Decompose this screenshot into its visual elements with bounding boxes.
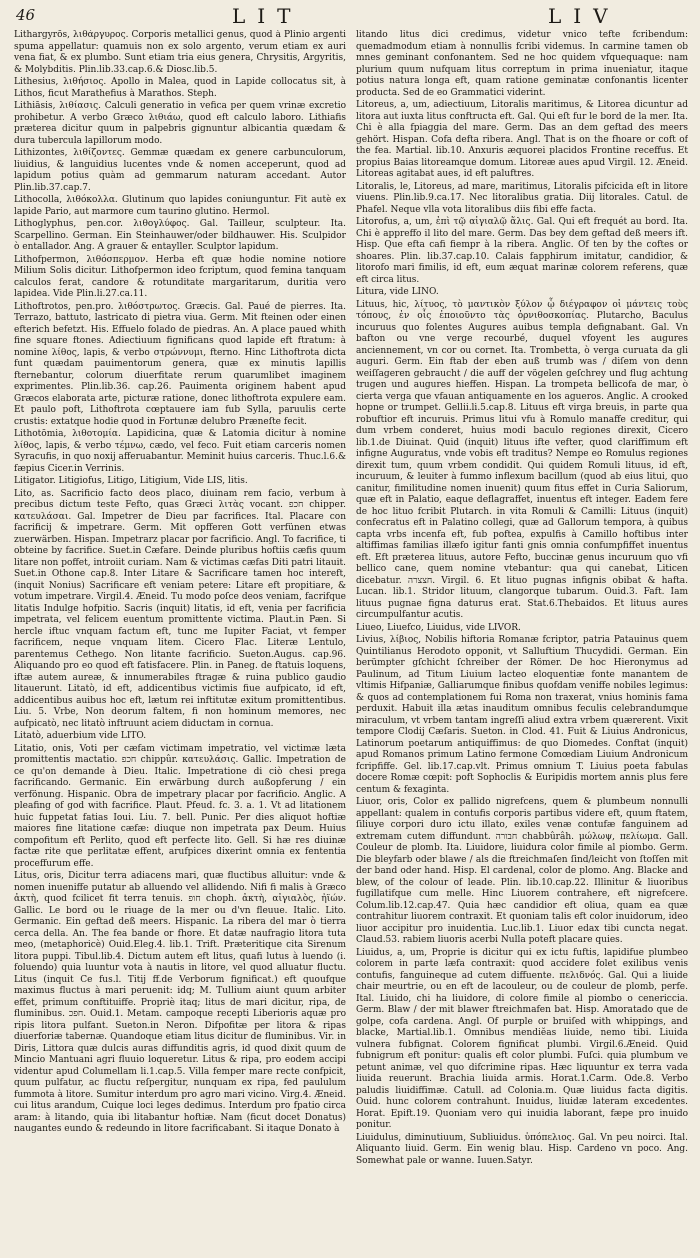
entry: Litigator. Litigiofus, Litigo, Litigium, Vide LIS, litis. <box>14 476 248 486</box>
entry: Lituus, hic, λίτυος, τὸ μαντικὸν ξύλον ᾧ διέγραφον οἱ μάντεις τοὺς τόπους, ἐν οἷς ἐποιοῦντο τὰς ὀρνιθοσκοπίας. Plutarcho, Baculus incuruus quo folentes Augures auibus templa defignabant. Gal. Vn bafton ou vne verge recourbé, duquel vfoyent les augures anciennement, vn cor ou cornet. Ita. Trombetta, ò verga curuata da gli auguri. Germ. Ein ftab der eben auß trumb was / diſem von denn weiſſageren gebraucht / die auff der vögelen geſchrey und flug achtung trugen und augures hieffen. Hispan. La trompeta bellicofa de mar, ò cierta verga que vfauan antiquamente en los agueros. Anglic. A crooked hopne or trumpet. Gellii.li.5.cap.8. Lituus eft virga breuis, in parte qua robuftior eft incuruis. Primus litui vfu à Romulo manaffe creditur, qui dum vrbem conderet, huius modi baculo regiones direxit, Cicero lib.1.de Diuinat. Quid (inquit) lituus ifte vefter, quod clariffimum eft infigne Auguratus, vnde vobis eft traditus? Nempe eo Romulus regiones direxit tum, quum vrbem condidit. Qui quidem Romuli lituus, id eft, incuruum, & leuiter à fummo inflexum bacillum (quod ab eius litui, quo canitur, fimilitudine nomen inuenit) quum fitus effet in Curia Saliorum, quæ eft in Palatio, eaque deflagraffet, inuentus eft integer. Eadem fere de hoc lituo fcribit Plutarch. in vita Romuli & Camilli: Lituus (inquit) confecratus eft in Palatino collegi, quæ ad Gallorum tempora, à quibus capta vrbs incenfa eft, fub poftea, expulfis à Camillo hoftibus inter altiffimas familias illæfo igitur fanti gnis omnia confumpfiffet inuentus eft. Eft præterea lituus, autore Fefto, buccinæ genus incuruum quo vfi bellico cane, quem nomine vtebantur: qua qui canebat, Liticen dicebatur. חצצרה. Virgil. 6. Et lituo pugnas infignis obibat & hafta. Lucan. lib.1. Stridor lituum, clangorque tubarum. Ouid.3. Faft. Iam lituus pugnae figna daturus erat. Stat.6.Thebaidos. Et lituus aures circumpulfantur acutis. <box>356 299 688 620</box>
entry: Lithofpermon, λιθόσπερμον. Herba eft quæ hodie nomine notiore Milium Solis dicitur. Lithofpermon ideo fcriptum, quod femina tanquam calculos ferat, candore & rotunditate margaritarum, duritia vero lapidea. Vide Plin.li.27.ca.11. <box>14 254 346 299</box>
entry: Lithesius, λιθήσιος. Apollo in Malea, quod in Lapide collocatus sit, à Lithos, ficut Marathefius à Marathos. Steph. <box>14 77 346 99</box>
entry: Livius, λίβιος, Nobilis hiftoria Romanæ fcriptor, patria Patauinus quem Quintilianus Herodoto opponit, vt Salluftium Thucydidi. German. Ein berümpter gſchicht ſchreiber der Römer. De hoc Hieronymus ad Paulinum, ad Titum Liuium lacteo eloquentiæ fonte manantem de vltimis Hifpaniæ, Galliarumque finibus quofdam veniffe nobiles legimus: & quos ad contemplationem fui Roma non traxerat, vnius hominis fama perduxit. Habuit illa ætas inauditum omnibus feculis celebrandumque miraculum, vt vrbem tantam ingreſſi aliud extra vrbem quærerent. Vixit tempore Clodij Cæſaris. Sueton. in Clod. 41. Fuit & Liuius Andronicus, Latinorum poetarum antiquiffimus: de quo Diomedes. Conftat (inquit) apud Romanos primum Latino fermone Comœdiam Liuium Andronicum fcripfiffe. Gel. lib.17.cap.vlt. Primus omnium T. Liuius poeta fabulas docere Romæ cœpit: poft Sophoclis & Euripidis mortem annis plus fere centum & fexaginta. <box>356 635 688 795</box>
entry: Lithiāsis, λιθίασις. Calculi generatio in vefica per quem vrinæ excretio prohibetur. A verbo Græco λιθιάω, quod eft calculo laboro. Lithiafis præterea dicitur quum in palpebris gignuntur albicantia quædam & dura tubercula lapillorum modo. <box>14 101 346 146</box>
entry: Liuor, oris, Color ex pallido nigrefcens, quem & plumbeum nonnulli appellant: qualem in contufis corporis partibus videre eft, quum ftatem, ſiliuye corpori duro ictu illato, exiles venæ contufæ fanguinem ad extremam cutem diffundunt. חבורה chabbûrâh. μώλωψ, πελίωμα. Gall. Couleur de plomb. Ita. Liuidore, liuidura color fimile al piombo. Germ. Die bleyfarb oder blawe / als die ftreichmaſen ſind/leicht von ſtoſſen mit der band oder hand. Hisp. El cardenal, color de plomo. Ang. Blacke and blew, of the colour of leade. Plin. lib.10.cap.22. Illinitur & liuoribus fugillatifque cum melle. Hinc Liuorem contrahere, eft nigrefcere. Colum.lib.12.cap.47. Quia hæc candidior eft oliua, quam ea quæ contrahitur liuorem contraxit. Et quoniam talis eft color inuidorum, ideo liuor accipitur pro inuidentia. Luc.lib.1. Liuor edax tibi cuncta negat. Claud.53. rabiem liuoris acerbi Nulla poteft placare quies. <box>356 797 688 945</box>
entry: Lithoglyphus, pen.cor. λιθογλύφος. Gal. Tailleur, sculpteur. Ita. Scarpellino. German. Ein Steinhauwer/oder bildhauwer. His. Sculpidor ò entallador. Ang. A grauer & entayller. Sculptor lapidum. <box>14 219 346 252</box>
entry: Litatio, onis, Voti per cæfam victimam impetratio, vel victimæ læta promittentis mactatio. חכפ chippûr. κατευλάσις. Gallic. Impetration de ce qu'on demande à Dieu. Italic. Impetratione di ciò chesi prega facrificando. Germanic. Ein erwärbung durch außopferung / ein verfönung. Hispanic. Obra de impetrary placar por facrificio. Anglic. A pleafing of god with facrifice. Plaut. Pfeud. fc. 3. a. 1. Vt ad litationem huic fuppetat fatias Ioui. Liu. 7. bell. Punic. Per dies aliquot hoftiæ maiores fine litatione cæfæ: diuque non impetrata pax Deum. Huius compofitum eft Perlito, quod eft perfecte lito. Gell. Si hæ res diuinæ factæ rite que perlitatæ effent, arufpices dixerint omnia ex fententia proceffurum effe. <box>14 743 346 869</box>
entry: Lithizontes, λιθίζοντες. Gemmæ quædam ex genere carbunculorum, liuidius, & languidius lucentes vnde & nomen acceperunt, quod ad lapidum potius quàm ad gemmarum naturam accedant. Autor Plin.lib.37.cap.7. <box>14 148 346 193</box>
entry: Liueo, Liuefco, Liuidus, vide LIVOR. <box>356 622 521 633</box>
entry: Litoralis, le, Litoreus, ad mare, maritimus, Litoralis pifcicida eſt in litore viuens. Plin.lib.9.ca.17. Nec litoralibus gratia. Diij litorales. Catul. de Phafel. Neque vlla vota litoralibus diis fibi effe facta. <box>356 181 688 215</box>
entry: Lito, as. Sacrificio facto deos placo, diuinam rem facio, verbum à precibus dictum teste Fefto, quas Græci λιτὰς vocant. חכפ chipper. κατευλάσαι. Gal. Impetrer de Dieu par facrifices. Ital. Placare con facrificij & impetrare. Germ. Mit opfferen Gott verfünen etwas zuerwärben. Hispan. Impetrarz placar por facrificio. Angl. To facrifice, ti obteine by facrifice. Suet.in Cæfare. Deinde pluribus hoftiis cæfis quum litare non poffet, introiit curiam. Nam & victimas cæfas Diti patri litauit. Suet.in Othone cap.8. Inter Litare & Sacrificare tamen hoc intereft, (inquit Nonius) Sacrificare eft veniam petere: Litare eft propitiare, & votum impetrare. Virgil.4. Æneid. Tu modo poſce deos veniam, facrifque litatis Indulge hofpitio. Sacris (inquit) litatis, id eft, venia per facrificia impetrata, vel felicem euentum promittente victima. Plaut.in Pæn. Si hercle iftuc vnquam factum eft, tunc me Iupiter Faciat, vt femper facrificem, neque vnquam litem. Cicero Flac. Literæ Lentulo, parentemus Cethego. Non litante facrificio. Sueton.Augus. cap.96. Aliquando pro eo quod eft fatisfacere. Plin. in Paneg. de ftatuis loquens, iftæ autem aureæ, & innumerabiles ftragæ & ruina publico gaudio litauerunt. Litatò, id eft, addicentibus victimis fiue aufpicato, id eft, addicentibus auibus hoc eft, lætum rei inftitutæ exitum promittentibus. Liu. 5. Vrbe, Non deorum faltem, fi non hominum memores, nec aufpicatò, nec litatò inftruunt aciem diductam in cornua. <box>14 488 346 729</box>
entry: Lithotōmia, λιθοτομία. Lapidicina, quæ & Latomia dicitur à nomine λίθος, lapis, & verbo τέμνω, cædo, vel feco. Fuit etiam carceris nomen Syracufis, in quo noxij afferuabantur. Meminit huius carceris. Thuc.l.6.& fæpius Cicer.in Verrinis. <box>14 429 346 474</box>
running-head-right: LIV <box>548 4 620 28</box>
right-column <box>356 30 688 1250</box>
entry: Lithocolla, λιθόκολλα. Glutinum quo lapides coniunguntur. Fit autè ex lapide Pario, aut marmore cum taurino glutino. Hermol. <box>14 195 346 217</box>
entry: Litura, vide LINO. <box>356 287 439 297</box>
entry: Lithoftrotos, pen.pro. λιθόστρωτος. Græcis. Gal. Paué de pierres. Ita. Terrazo, battuto, lastricato di pietra viua. Germ. Mit fteinen oder einen efterich befetzt. His. Effuelo folado de piedras. An. A place paued whith fine square ftones. Adiectiuum fignificans quod lapide eft ftratum: à nomine λίθος, lapis, & verbo στρώννυμι, fterno. Hinc Lithoftrota dicta funt quædam pauimentorum genera, quæ ex minutis lapillis fternebantur, colorum diuerfitate rerum quarumlibet imaginem exprimentes. Plin.lib.36. cap.26. Pauimenta originem habent apud Græcos elaborata arte, picturæ ratione, donec lithoftrota expulere eam. Et paulo poft, Lithoftrota cœptauere iam fub Sylla, paruulis certe crustis: extatque hodie quod in Fortunæ delubro Præneſte fecit. <box>14 301 346 427</box>
left-column <box>14 30 346 1250</box>
entry: Litatò, aduerbium vide LITO. <box>14 731 147 741</box>
entry: Litorofus, a, um, ἐπὶ τῷ αἰγιαλῷ ἅλις. Gal. Qui eft frequét au bord. Ita. Chi è appreffo il lito del mare. Germ. Das bey dem geftad deß meers ift. Hisp. Que efta cafi fiempr à la ribera. Anglic. Of ten by the coftes or shoares. Plin. lib.37.cap.10. Calais fapphirum imitatur, candidior, & litorofo mari fimilis, id eft, eum æquat marinæ colorem referens, quæ eft circa litus. <box>356 217 688 285</box>
entry: Litus, oris, Dicitur terra adiacens mari, quæ fluctibus alluitur: vnde & nomen inueniffe putatur ab alluendo vel allidendo. Nifi fi malis à Græco ἀκτὴ, quod fcilicet fit terra tenuis. חופ choph. ἀκτὴ, αἰγιαλὸς, ἠϊών. Gallic. Le bord ou le riuage de la mer ou d'vn fleuue. Italic. Lito. Germanic. Ein geftad deß meers. Hispanic. La ribera del mar ò tierra cerca della. An. The fea bande or fhore. Et datæ naufragio litora tuta meo, (metaphoricè) Ouid.Eleg.4. lib.1. Trift. Præteritique cita Sirenum litora puppi. Tibul.lib.4. Dictum autem eft litus, quafi lutus à luendo (i. foluendo) quia luuntur vota à nautis in litore, vel quod alluatur fluctu. Litus (inquit Ce fus.l. Titij ff.de Verborum fignificat.) eft quoufque maximus fluctus à mari peruenit: idq; M. Tullium aiunt quum arbiter effet, primum conftituiffe. Propriè itaq; litus de mari dicitur, ripa, de fluminibus. חפכ. Ouid.1. Metam. campoque recepti Liberioris aquæ pro ripis litora pulfant. Sueton.in Neron. Difpofitæ per litora & ripas diuerforiæ tabernæ. Quandoque etiam litus dicitur de fluminibus. Vir. in Diris, Littora quæ dulcis auras diffunditis agris, id quod dixit quum de Mincio Mantuani agri fluuio loqueretur. Litus & ripa, pro eodem accipi videntur apud Columellam li.1.cap.5. Villa femper mare recte confpicit, quum pulfatur, ac fluctu reſpergitur, nunquam ex ripa, fed paululum fummota à litore. Sumitur interdum pro agro mari vicino. Virg.4. Æneid. cui litus arandum, Cuique loci leges dedimus. Interdum pro fpatio circa aram: à litando, quia ibi litabantur hoftiæ. Nam (ficut docet Donatus) naugantes eundo & redeundo in litore facrificabant. Si itaque Donato à <box>14 871 346 1134</box>
running-head-left: LIT <box>232 4 303 28</box>
entry: Liuidus, a, um, Proprie is dicitur qui ex ictu fuftis, lapidifue plumbeo colorem in parte læfa contraxit: quod accidere folet exilibus venis contufis, fanguineque ad cutem diffuente. πελιδνός. Gal. Qui a liuide chair meurtrie, ou en eft de lacouleur, ou de couleur de plomb, perfe. Ital. Liuido, chi ha liuidore, di colore fimile al piombo o cenericcia. Germ. Blaw / der mit blawer ftreichmafen bat. Hisp. Amoratado que de golpe, cofa cardena. Angl. Of purple or bruiſed with whippings, and blacke, Martial.lib.1. Omnibus mendiĕas liuide, nemo tibi. Liuida vulnera fubfignat. Colorem fignificat plumbi. Virgil.6.Æneid. Quid fubnigrum eft ponitur: qualis eft color plumbi. Fuſci. quia plumbum ve petunt animæ, vel quo difcrimine ripas. Hæc liquuntur ex terra vada liuida reuerunt. Brachia liuida armis. Horat.1.Carm. Ode.8. Verbo paludis liuidiffimæ. Catull. ad Colonia.m. Quæ liuidus facta digitis. Ouid. hunc colorem contrahunt. Inuidus, liuidæ lateram excedentes. Horat. Epift.19. Quoniam vero qui inuidia laborant, fæpe pro inuido ponitur. <box>356 947 688 1130</box>
entry: Lithargyrōs, λιθάργυρος. Corporis metallici genus, quod à Plinio argenti spuma appellatur: quamuis non ex solo argento, verum etiam ex auri vena fiat, & ex plumbo. Sunt etiam tria eius genera, Chrysitis, Argyritis, & Molybditis. Plin.lib.33.cap.6.& Diosc.lib.5. <box>14 30 346 75</box>
entry: Litoreus, a, um, adiectiuum, Litoralis maritimus, & Litorea dicuntur ad litora aut iuxta litus conftructa eft. Gal. Qui eſt fur le bord de la mer. Ita. Chi è alla fpiaggia del mare. Germ. Das an dem geftad des meers gehört. Hispan. Cofa defta ribera. Angl. That is on the fhoare or coft of the fea. Martial. lib.10. Anxuris æquorei placidos Frontine receffus. Et propius Baias litoreamque domum. Litoreæ aues apud Virgil. 12. Æneid. Litoreas agitabat aues, id eft paluftres. <box>356 100 688 179</box>
entry: litando litus dici credimus, videtur vnico tefte fcribendum: quemadmodum etiam à nonnullis fcribi videmus. In carmine tamen ob mnes geminant confonantem. Sed ne hoc quidem vfquequaque: nam plurium quum nufquam litus correptum in prima inueniatur, itaque potius natura longa eft, quam ratione geminatæ confonantis licenter producta. Sed de eo Grammatici viderint. <box>356 30 688 98</box>
page-number: 46 <box>16 6 36 24</box>
entry: Liuidulus, diminutiuum, Subliuidus. ὑπόπελιος. Gal. Vn peu noirci. Ital. Aliquanto liuid. Germ. Ein wenig blau. Hisp. Cardeno vn poco. Ang. Somewhat pale or wanne. Iuuen.Satyr. <box>356 1132 688 1166</box>
